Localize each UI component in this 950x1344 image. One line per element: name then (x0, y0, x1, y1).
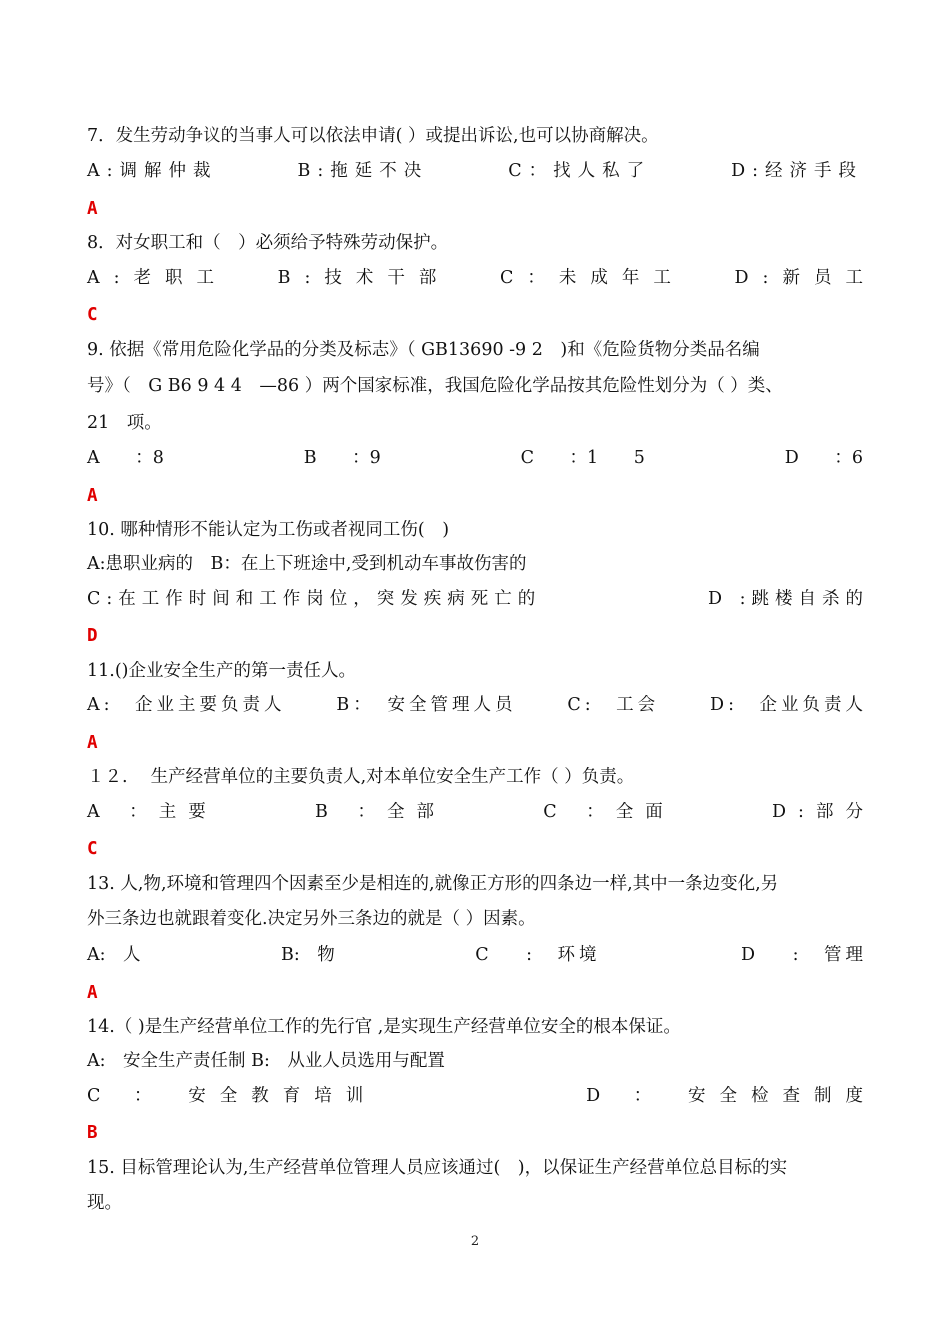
option-a: A: 人 (87, 945, 141, 965)
question-10-stem: 10. 哪种情形不能认定为工伤或者视同工伤( ) (87, 520, 450, 540)
option-d: D : 管理 (740, 945, 867, 965)
question-13-stem-line-1: 13. 人,物,环境和管理四个因素至少是相连的,就像正方形的四条边一样,其中一条边变化,另 (87, 874, 779, 894)
question-13-answer: A (87, 983, 98, 1003)
option-d: D:经济手段 (731, 161, 863, 181)
question-10-answer: D (87, 626, 98, 646)
option-c: C ： 安全教育培训 (87, 1086, 378, 1106)
question-7-answer: A (87, 199, 98, 219)
question-12-answer: C (87, 839, 98, 859)
option-b: B ：全部 (315, 802, 446, 822)
question-11-options (87, 690, 867, 720)
option-a: A:老职工 (87, 268, 229, 288)
option-c: C：未成年工 (500, 268, 685, 288)
question-15-stem-line-1: 15. 目标管理论认为,生产经营单位管理人员应该通过( )，以保证生产经营单位总目标的实 (87, 1158, 788, 1178)
option-d: D: 企业负责人 (710, 695, 867, 715)
question-14-stem: 14.（ )是生产经营单位工作的先行官 ,是实现生产经营单位安全的根本保证。 (87, 1017, 681, 1037)
option-a: A: 企业主要负责人 (87, 695, 286, 715)
option-d: D:新员工 (734, 268, 877, 288)
option-c: C:在工作时间和工作岗位，突发疾病死亡的 (87, 589, 542, 609)
question-10-options-line-2 (87, 584, 869, 614)
option-c: C ：1 5 (520, 448, 645, 468)
question-14-options-line-1: A: 安全生产责任制 B: 从业人员选用与配置 (87, 1051, 445, 1071)
question-13-options (87, 940, 867, 970)
option-b: B: 物 (280, 945, 335, 965)
question-11-answer: A (87, 733, 98, 753)
question-7-options (87, 156, 863, 186)
option-b: B： 安全管理人员 (336, 695, 517, 715)
page-number: 2 (470, 1234, 480, 1249)
question-8-options (87, 263, 877, 293)
option-d: D ： 安全检查制度 (586, 1086, 877, 1106)
option-b: B:技术干部 (277, 268, 451, 288)
question-8-answer: C (87, 305, 98, 325)
option-a: A:调解仲裁 (87, 161, 218, 181)
question-14-options-line-2 (87, 1081, 877, 1111)
question-12-stem: １２. 生产经营单位的主要负责人,对本单位安全生产工作（ ）负责。 (87, 767, 635, 787)
question-15-stem-line-2: 现。 (87, 1193, 122, 1213)
question-9-answer: A (87, 486, 98, 506)
option-a: A ：8 (87, 448, 164, 468)
question-13-stem-line-2: 外三条边也就跟着变化.决定另外三条边的就是（ ）因素。 (87, 909, 536, 929)
option-c: C: 工会 (567, 695, 660, 715)
option-d: D:部分 (772, 802, 875, 822)
option-b: B ：9 (303, 448, 381, 468)
option-c: C：找人私了 (508, 161, 652, 181)
question-12-options (87, 797, 875, 827)
question-8-stem: 8．对女职工和（ ）必须给予特殊劳动保护。 (87, 233, 449, 253)
question-7-stem: 7．发生劳动争议的当事人可以依法申请( ）或提出诉讼,也可以协商解决。 (87, 126, 659, 146)
question-9-options (87, 443, 863, 473)
option-c: C ：全面 (543, 802, 675, 822)
option-b: B:拖延不决 (297, 161, 429, 181)
option-c: C : 环境 (475, 945, 601, 965)
question-9-stem-line-3: 21 项。 (87, 413, 162, 433)
question-9-stem-line-2: 号》（ G B6 9 4 4 —86 ）两个国家标准，我国危险化学品按其危险性划分为（ ）类、 (87, 376, 783, 396)
question-14-answer: B (87, 1123, 98, 1143)
option-d: D ：6 (784, 448, 863, 468)
question-11-stem: 11.()企业安全生产的第一责任人。 (87, 661, 356, 681)
option-d: D :跳楼自杀的 (708, 589, 869, 609)
question-10-options-line-1: A:患职业病的 B：在上下班途中,受到机动车事故伤害的 (87, 554, 527, 574)
option-a: A ：主要 (87, 802, 218, 822)
question-9-stem-line-1: 9. 依据《常用危险化学品的分类及标志》（ GB13690 -9 2 )和《危险货物分类品名编 (87, 340, 760, 360)
